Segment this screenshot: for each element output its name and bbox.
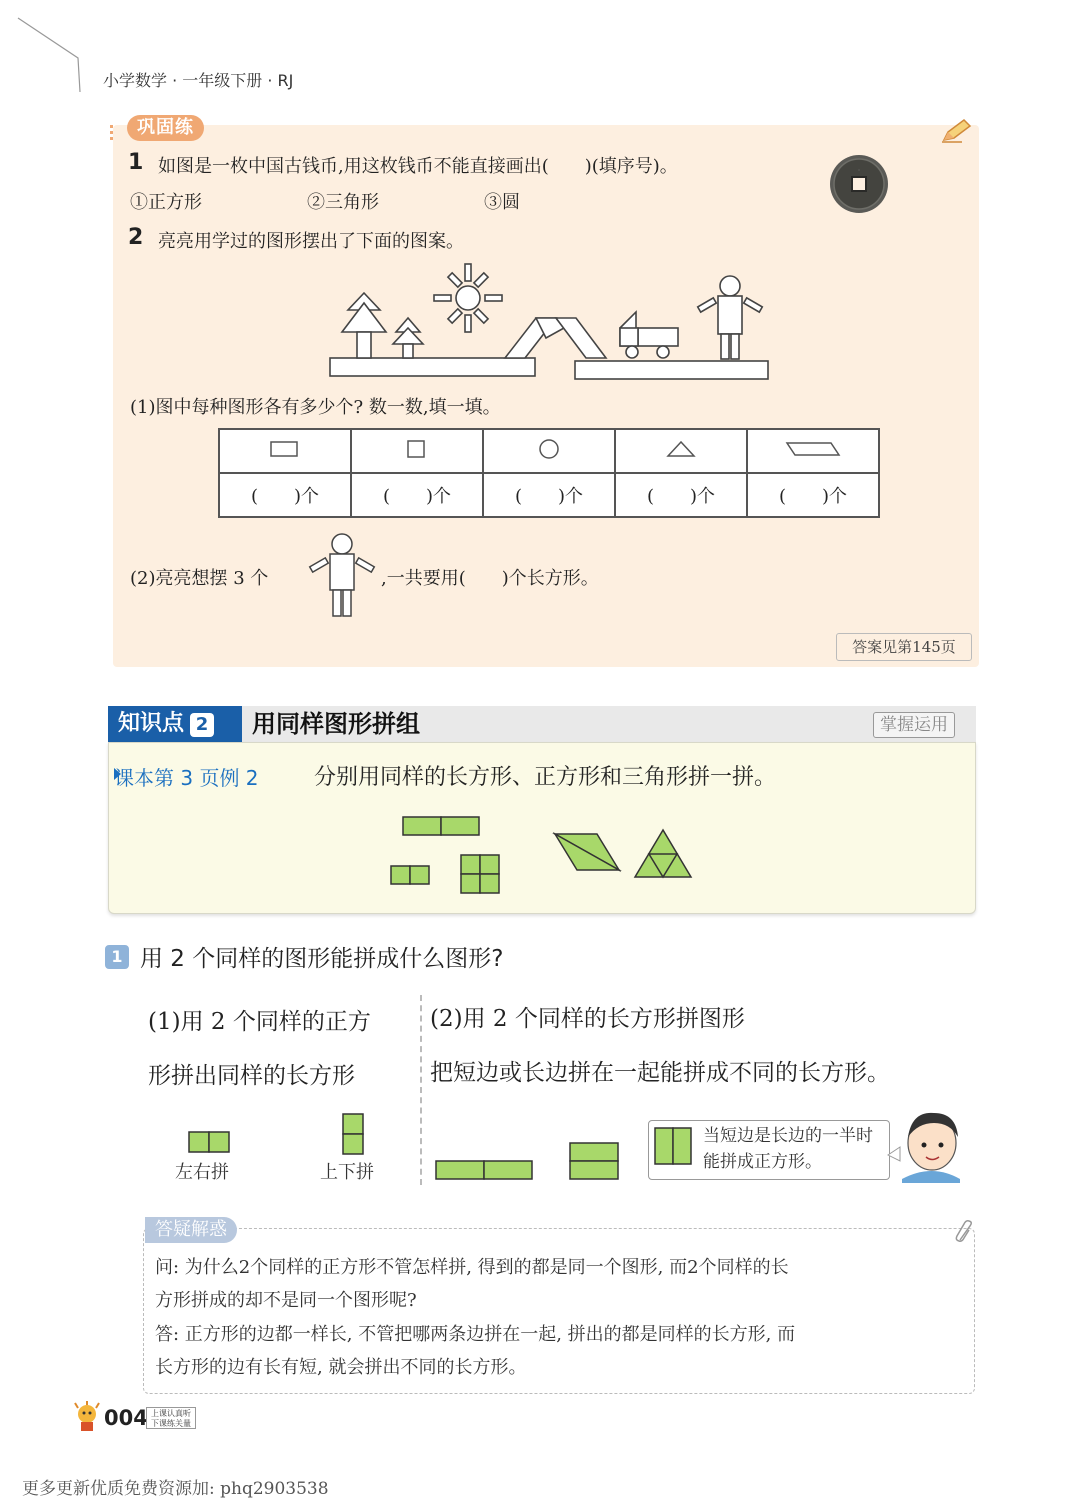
example-instruction: 分别用同样的长方形、正方形和三角形拼一拼。 bbox=[314, 765, 777, 790]
parallelogram-count-blank[interactable]: ( )个 bbox=[747, 473, 879, 517]
practice-badge: 巩固练 bbox=[127, 115, 204, 141]
q1-option-2: ②三角形 bbox=[307, 192, 379, 213]
squares-combination-illustration bbox=[185, 1110, 375, 1155]
page-number: 004 bbox=[104, 1406, 148, 1430]
question-2-sub2-start: (2)亮亮想摆 3 个 bbox=[130, 568, 269, 589]
part1-line1: (1)用 2 个同样的正方 bbox=[148, 1009, 371, 1035]
shape-pattern-picture bbox=[320, 258, 780, 383]
part2-line1: (2)用 2 个同样的长方形拼图形 bbox=[430, 1006, 745, 1032]
boy-avatar bbox=[884, 1105, 964, 1183]
question-2-sub1: (1)图中每种图形各有多少个? 数一数,填一填。 bbox=[130, 397, 501, 418]
triangle-count-blank[interactable]: ( )个 bbox=[615, 473, 747, 517]
badge-dots-decoration bbox=[108, 123, 124, 143]
triangle-icon bbox=[615, 429, 747, 473]
knowledge-tag-label: 知识点 bbox=[118, 711, 185, 736]
page-corner-decoration bbox=[0, 0, 90, 95]
question-1-text: 如图是一枚中国古钱币,用这枚钱币不能直接画出( )(填序号)。 bbox=[158, 156, 678, 177]
person-figure-icon bbox=[304, 532, 382, 618]
footer-slogan-line-2: 下课练关量 bbox=[151, 1419, 191, 1428]
mascot-icon bbox=[72, 1400, 102, 1432]
book-header: 小学数学 · 一年级下册 · RJ bbox=[103, 71, 294, 90]
mastery-tag: 掌握运用 bbox=[873, 712, 955, 738]
example-shapes-illustration bbox=[385, 812, 705, 897]
parallelogram-icon bbox=[747, 429, 879, 473]
square-icon bbox=[351, 429, 483, 473]
square-count-blank[interactable]: ( )个 bbox=[351, 473, 483, 517]
section-number-badge: 1 bbox=[105, 945, 129, 969]
circle-count-blank[interactable]: ( )个 bbox=[483, 473, 615, 517]
rectangle-icon bbox=[219, 429, 351, 473]
question-line-1: 问: 为什么2个同样的正方形不管怎样拼, 得到的都是同一个图形, 而2个同样的长 bbox=[155, 1257, 789, 1278]
answer-line-2: 长方形的边有长有短, 就会拼出不同的长方形。 bbox=[155, 1357, 527, 1378]
question-1-number: 1 bbox=[128, 150, 144, 175]
tip-text: 当短边是长边的一半时能拼成正方形。 bbox=[703, 1126, 873, 1172]
watermark-text: 更多更新优质免费资源加: phq2903538 bbox=[22, 1479, 329, 1499]
column-divider bbox=[420, 995, 422, 1185]
part1-line2: 形拼出同样的长方形 bbox=[148, 1063, 355, 1089]
answer-line-1: 答: 正方形的边都一样长, 不管把哪两条边拼在一起, 拼出的都是同样的长方形, 而 bbox=[155, 1324, 796, 1345]
knowledge-point-number: 2 bbox=[190, 713, 214, 737]
question-2-text: 亮亮用学过的图形摆出了下面的图案。 bbox=[158, 231, 464, 252]
textbook-reference: 课本第 3 页例 2 bbox=[114, 766, 259, 790]
knowledge-title: 用同样图形拼组 bbox=[252, 710, 420, 738]
rectangles-combination-illustration bbox=[430, 1135, 630, 1185]
qa-tag: 答疑解惑 bbox=[145, 1217, 237, 1243]
question-2-number: 2 bbox=[128, 225, 144, 250]
q1-option-3: ③圆 bbox=[484, 192, 520, 213]
question-2-sub2-end: ,一共要用( )个长方形。 bbox=[381, 568, 599, 589]
rectangle-count-blank[interactable]: ( )个 bbox=[219, 473, 351, 517]
question-line-2: 方形拼成的却不是同一个图形呢? bbox=[155, 1290, 417, 1311]
q1-option-1: ①正方形 bbox=[130, 192, 202, 213]
part2-line2: 把短边或长边拼在一起能拼成不同的长方形。 bbox=[430, 1060, 890, 1086]
pencil-icon bbox=[940, 118, 974, 144]
ancient-coin-image bbox=[829, 154, 889, 214]
footer-slogan bbox=[146, 1407, 196, 1429]
circle-icon bbox=[483, 429, 615, 473]
knowledge-point-tag bbox=[108, 706, 242, 742]
left-right-label: 左右拼 bbox=[175, 1162, 229, 1183]
svg-text:·: · bbox=[857, 166, 861, 175]
section-title: 用 2 个同样的图形能拼成什么图形? bbox=[140, 946, 504, 972]
answer-reference: 答案见第145页 bbox=[836, 633, 972, 661]
square-from-rectangles-icon bbox=[652, 1124, 694, 1170]
shape-count-table bbox=[218, 428, 880, 518]
top-bottom-label: 上下拼 bbox=[320, 1162, 374, 1183]
paperclip-icon bbox=[954, 1220, 976, 1244]
footer-slogan-line-1: 上课认真听 bbox=[151, 1409, 191, 1418]
